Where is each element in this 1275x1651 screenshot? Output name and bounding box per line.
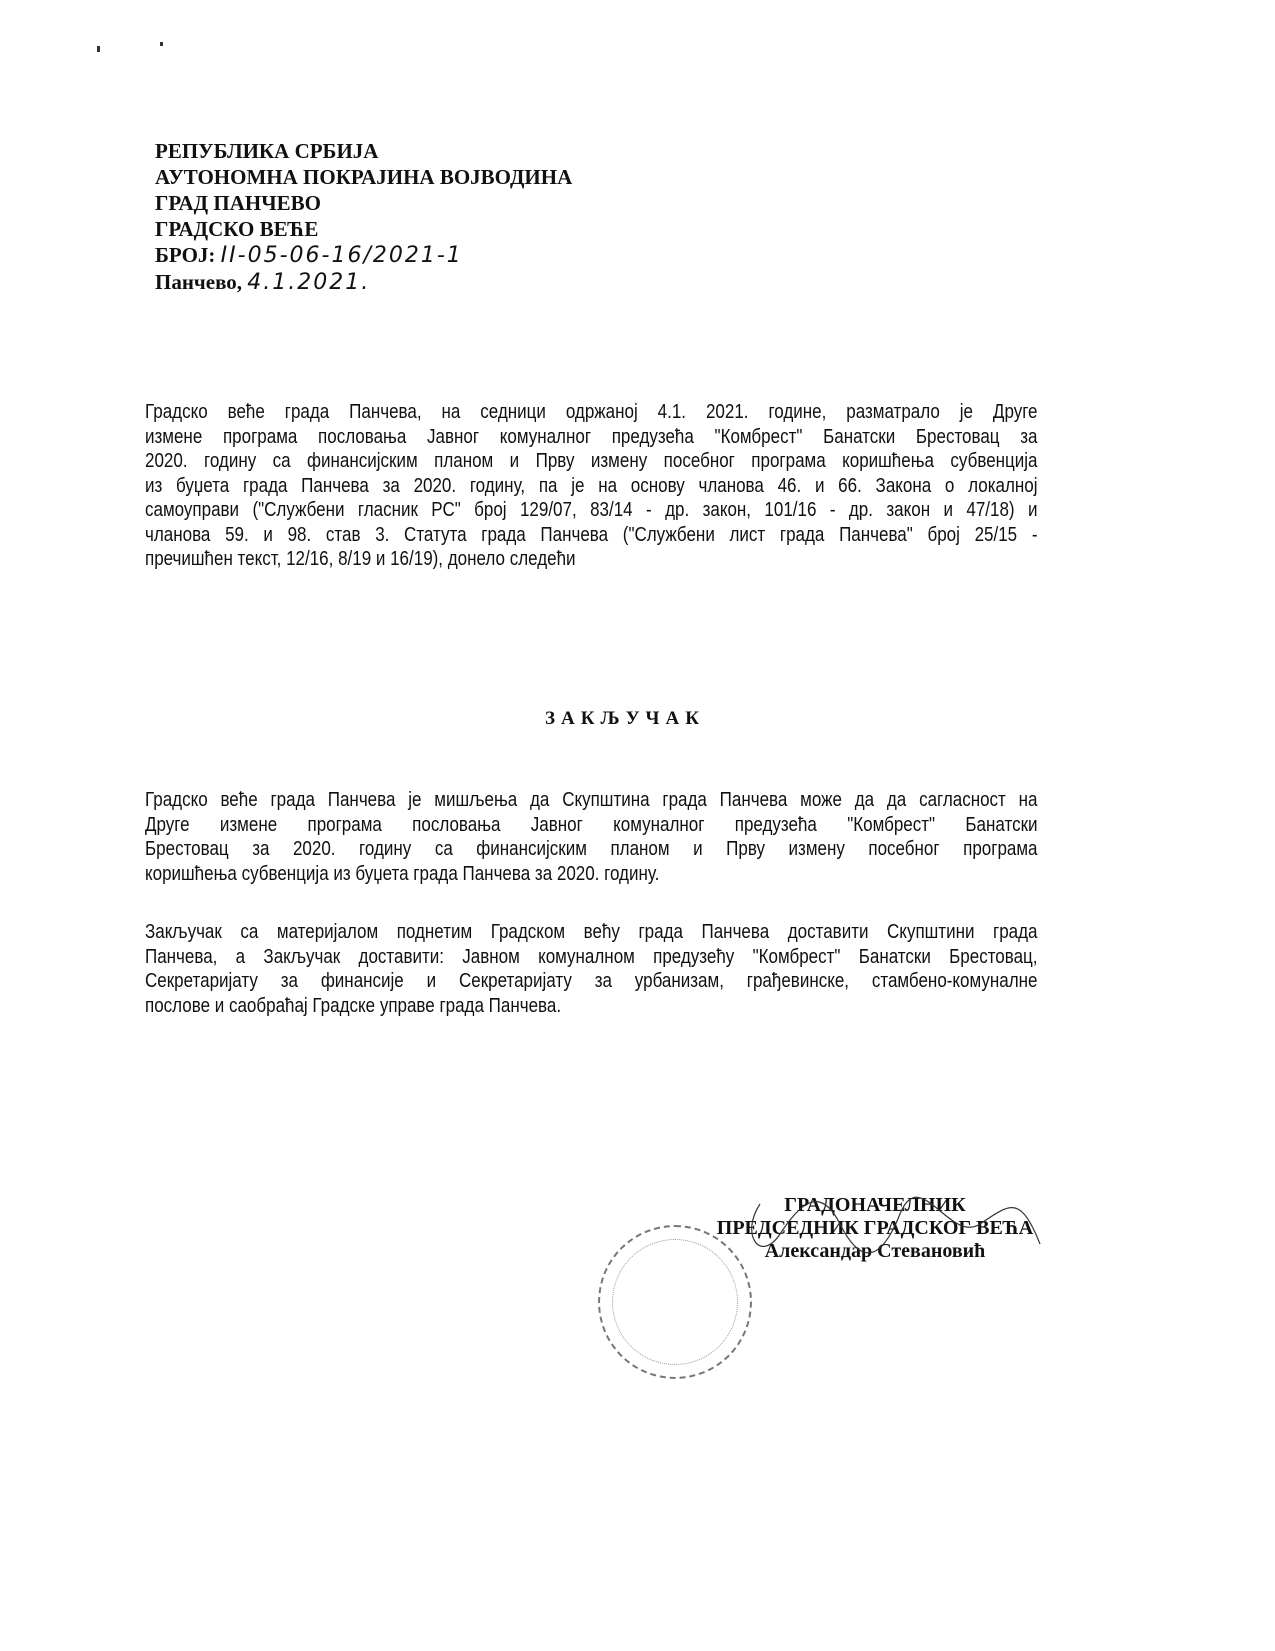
header-line: АУТОНОМНА ПОКРАЈИНА ВОЈВОДИНА bbox=[155, 165, 573, 189]
document-number bbox=[155, 242, 572, 269]
scan-speck bbox=[97, 46, 100, 52]
signature-block bbox=[700, 1194, 1050, 1263]
header-line: РЕПУБЛИКА СРБИЈА bbox=[155, 139, 379, 163]
handwritten-date: 4.1.2021. bbox=[247, 270, 371, 295]
paragraph-line: измене програма пословања Јавног комуналног предузећа "Комбрест" Банатски Брестовац за bbox=[145, 425, 1038, 448]
paragraph-line: Панчева, а Закључак доставити: Јавном комуналном предузећу "Комбрест" Банатски Брестовац, bbox=[145, 945, 1038, 968]
conclusion-paragraph bbox=[145, 788, 1038, 886]
delivery-paragraph bbox=[145, 920, 1038, 1018]
document-header bbox=[155, 138, 572, 296]
paragraph-line: Друге измене програма пословања Јавног комуналног предузећа "Комбрест" Банатски bbox=[145, 813, 1038, 836]
signatory-title: ПРЕДСЕДНИК ГРАДСКОГ ВЕЋА bbox=[716, 1217, 1034, 1239]
paragraph-line: 2020. годину са финансијским планом и Прву измену посебног програма коришћења субвенција bbox=[145, 450, 1038, 472]
paragraph-line: Секретаријату за финансије и Секретаријату за урбанизам, грађевинске, стамбено-комуналне bbox=[145, 970, 1038, 992]
intro-paragraph bbox=[145, 400, 1038, 572]
paragraph-line: Закључак са материјалом поднетим Градском већу града Панчева доставити Скупштини града bbox=[145, 921, 1038, 943]
paragraph-line: Брестовац за 2020. годину са финансијским планом и Прву измену посебног програма bbox=[145, 838, 1038, 860]
signatory-title: ГРАДОНАЧЕЛНИК bbox=[784, 1194, 966, 1216]
signatory-name: Александар Стевановић bbox=[764, 1240, 986, 1262]
paragraph-line: послове и саобраћај Градске управе града Панчева. bbox=[145, 994, 562, 1017]
paragraph-line: самоуправи ("Службени гласник РС" број 129/07, 83/14 - др. закон, 101/16 - др. закон и 47/18) и bbox=[145, 499, 1038, 521]
document-title: ЗАКЉУЧАК bbox=[545, 708, 705, 729]
header-line: ГРАДСКО ВЕЋЕ bbox=[155, 217, 319, 241]
document-date bbox=[155, 269, 572, 296]
paragraph-line: из буџета града Панчева за 2020. годину, па је на основу чланова 46. и 66. Закона о локалној bbox=[145, 474, 1038, 497]
paragraph-line: чланова 59. и 98. став 3. Статута града Панчева ("Службени лист града Панчева" број 25/15 - bbox=[145, 523, 1038, 546]
paragraph-line: Градско веће града Панчева, на седници одржаној 4.1. 2021. године, разматрало је Друге bbox=[145, 401, 1038, 423]
header-line: ГРАД ПАНЧЕВО bbox=[155, 191, 321, 215]
scan-speck bbox=[160, 42, 163, 46]
handwritten-number: II-05-06-16/2021-1 bbox=[220, 243, 463, 268]
paragraph-line: пречишћен текст, 12/16, 8/19 и 16/19), донело следећи bbox=[145, 548, 576, 570]
paragraph-line: Градско веће града Панчева је мишљења да Скупштина града Панчева може да да сагласност на bbox=[145, 789, 1038, 811]
paragraph-line: коришћења субвенција из буџета града Панчева за 2020. годину. bbox=[145, 862, 660, 885]
number-label: БРОЈ: bbox=[155, 243, 216, 267]
place-label: Панчево, bbox=[155, 270, 243, 294]
handwritten-signature bbox=[700, 1174, 1050, 1264]
